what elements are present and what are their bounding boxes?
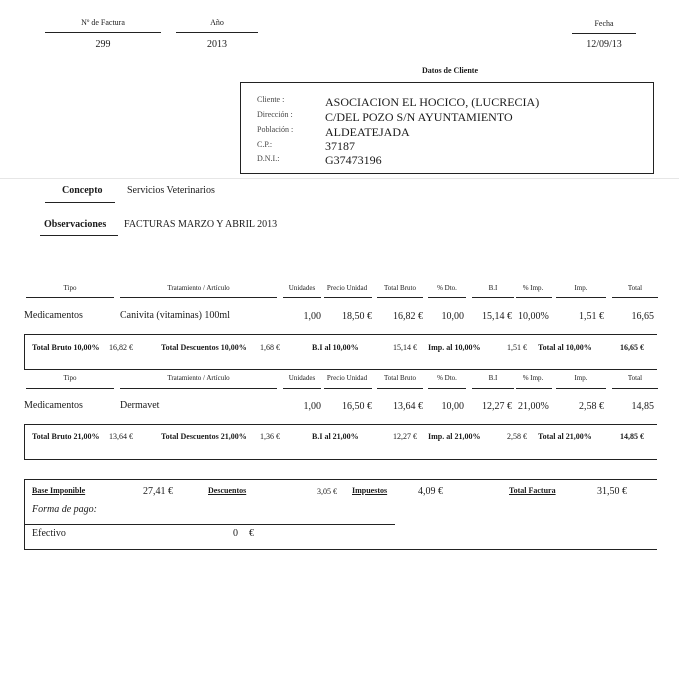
concept-value: Servicios Veterinarios xyxy=(127,185,215,196)
summary-imp-label: Imp. al 21,00% xyxy=(428,432,481,441)
header-rule xyxy=(26,388,114,389)
line-articulo: Canivita (vitaminas) 100ml xyxy=(120,310,230,321)
col-header-imp: Imp. xyxy=(574,284,588,292)
concept-rule xyxy=(45,202,115,203)
line-imp: 2,58 € xyxy=(579,401,604,412)
base-imponible-value: 27,41 € xyxy=(143,486,173,497)
line-articulo: Dermavet xyxy=(120,400,160,411)
address-value: C/DEL POZO S/N AYUNTAMIENTO xyxy=(325,110,513,124)
invoice-number-label: Nº de Factura xyxy=(81,18,125,27)
impuestos-label: Impuestos xyxy=(352,486,388,495)
line-unidades: 1,00 xyxy=(303,401,321,412)
col-header-imp-pct: % Imp. xyxy=(522,374,544,382)
summary-imp-value: 1,51 € xyxy=(507,343,527,352)
header-rule xyxy=(612,388,658,389)
totals-box xyxy=(24,479,657,550)
line-bi: 12,27 € xyxy=(482,401,512,412)
col-header-bi: B.I xyxy=(488,374,498,382)
total-factura-value: 31,50 € xyxy=(597,486,627,497)
date-label: Fecha xyxy=(594,19,614,28)
header-rule xyxy=(377,388,423,389)
line-total-bruto: 13,64 € xyxy=(393,401,423,412)
summary-desc-label: Total Descuentos 10,00% xyxy=(161,343,247,352)
paper-fold-line xyxy=(0,178,679,179)
year-label: Año xyxy=(210,18,224,27)
col-header-total-bruto: Total Bruto xyxy=(384,284,416,292)
header-rule xyxy=(26,297,114,298)
header-rule xyxy=(472,297,514,298)
col-header-tipo: Tipo xyxy=(63,284,77,292)
descuentos-value: 3,05 € xyxy=(317,487,337,496)
col-header-precio: Precio Unidad xyxy=(326,374,368,382)
col-header-unidades: Unidades xyxy=(288,374,316,382)
header-rule xyxy=(516,388,552,389)
summary-bi-value: 12,27 € xyxy=(393,432,417,441)
header-rule xyxy=(472,388,514,389)
date-rule xyxy=(572,33,636,34)
summary-desc-value: 1,68 € xyxy=(260,343,280,352)
payment-rule xyxy=(24,524,395,525)
header-rule xyxy=(120,297,277,298)
concept-label: Concepto xyxy=(62,185,103,196)
line-dto: 10,00 xyxy=(441,401,464,412)
summary-bruto-label: Total Bruto 10,00% xyxy=(32,343,100,352)
client-name: ASOCIACION EL HOCICO, (LUCRECIA) xyxy=(325,95,540,109)
base-imponible-label: Base Imponible xyxy=(32,486,86,495)
summary-box-10 xyxy=(24,334,657,370)
col-header-imp: Imp. xyxy=(574,374,588,382)
col-header-imp-pct: % Imp. xyxy=(522,284,544,292)
line-total: 16,65 xyxy=(631,311,654,322)
header-rule xyxy=(324,297,372,298)
impuestos-value: 4,09 € xyxy=(418,486,443,497)
summary-bi-value: 15,14 € xyxy=(393,343,417,352)
client-box xyxy=(240,82,654,174)
dni-value: G37473196 xyxy=(325,153,382,167)
invoice-number-rule xyxy=(45,32,161,33)
col-header-precio: Precio Unidad xyxy=(326,284,368,292)
col-header-bi: B.I xyxy=(488,284,498,292)
descuentos-label: Descuentos xyxy=(208,486,247,495)
col-header-tipo: Tipo xyxy=(63,374,77,382)
line-dto: 10,00 xyxy=(441,311,464,322)
col-header-total-bruto: Total Bruto xyxy=(384,374,416,382)
cp-label: C.P.: xyxy=(257,140,273,149)
header-rule xyxy=(324,388,372,389)
summary-total-label: Total al 21,00% xyxy=(538,432,592,441)
summary-bruto-value: 16,82 € xyxy=(109,343,133,352)
header-rule xyxy=(556,297,606,298)
header-rule xyxy=(283,388,321,389)
line-unidades: 1,00 xyxy=(303,311,321,322)
col-header-unidades: Unidades xyxy=(288,284,316,292)
line-precio: 18,50 € xyxy=(342,311,372,322)
client-label: Cliente : xyxy=(257,95,285,104)
header-rule xyxy=(556,388,606,389)
town-value: ALDEATEJADA xyxy=(325,125,410,139)
line-precio: 16,50 € xyxy=(342,401,372,412)
payment-method-label: Forma de pago: xyxy=(32,504,97,515)
header-rule xyxy=(428,388,466,389)
summary-imp-value: 2,58 € xyxy=(507,432,527,441)
client-section-title: Datos de Cliente xyxy=(422,66,478,75)
payment-amount: 0 xyxy=(233,528,238,539)
year: 2013 xyxy=(207,39,227,50)
line-bi: 15,14 € xyxy=(482,311,512,322)
summary-bi-label: B.I al 10,00% xyxy=(312,343,359,352)
summary-total-value: 16,65 € xyxy=(620,343,644,352)
line-total: 14,85 xyxy=(631,401,654,412)
col-header-dto: % Dto. xyxy=(437,284,457,292)
observations-value: FACTURAS MARZO Y ABRIL 2013 xyxy=(124,219,278,230)
summary-total-value: 14,85 € xyxy=(620,432,644,441)
col-header-articulo: Tratamiento / Artículo xyxy=(167,284,230,292)
line-imp: 1,51 € xyxy=(579,311,604,322)
header-rule xyxy=(283,297,321,298)
summary-desc-label: Total Descuentos 21,00% xyxy=(161,432,247,441)
col-header-articulo: Tratamiento / Artículo xyxy=(167,374,230,382)
address-label: Dirección : xyxy=(257,110,293,119)
observations-rule xyxy=(40,235,118,236)
col-header-total: Total xyxy=(627,374,643,382)
header-rule xyxy=(612,297,658,298)
date: 12/09/13 xyxy=(586,39,622,50)
payment-currency: € xyxy=(249,528,254,539)
col-header-dto: % Dto. xyxy=(437,374,457,382)
summary-bruto-value: 13,64 € xyxy=(109,432,133,441)
line-tipo: Medicamentos xyxy=(24,400,83,411)
line-imp-pct: 10,00% xyxy=(518,311,549,322)
line-total-bruto: 16,82 € xyxy=(393,311,423,322)
summary-imp-label: Imp. al 10,00% xyxy=(428,343,481,352)
summary-bi-label: B.I al 21,00% xyxy=(312,432,359,441)
cp-value: 37187 xyxy=(325,139,355,153)
header-rule xyxy=(516,297,552,298)
summary-bruto-label: Total Bruto 21,00% xyxy=(32,432,100,441)
summary-box-21 xyxy=(24,424,657,460)
summary-desc-value: 1,36 € xyxy=(260,432,280,441)
year-rule xyxy=(176,32,258,33)
header-rule xyxy=(377,297,423,298)
dni-label: D.N.I.: xyxy=(257,154,280,163)
header-rule xyxy=(120,388,277,389)
col-header-total: Total xyxy=(627,284,643,292)
line-tipo: Medicamentos xyxy=(24,310,83,321)
line-imp-pct: 21,00% xyxy=(518,401,549,412)
town-label: Población : xyxy=(257,125,294,134)
header-rule xyxy=(428,297,466,298)
invoice-number: 299 xyxy=(95,39,111,50)
observations-label: Observaciones xyxy=(44,219,107,230)
total-factura-label: Total Factura xyxy=(509,486,556,495)
summary-total-label: Total al 10,00% xyxy=(538,343,592,352)
payment-method-value: Efectivo xyxy=(32,528,66,539)
